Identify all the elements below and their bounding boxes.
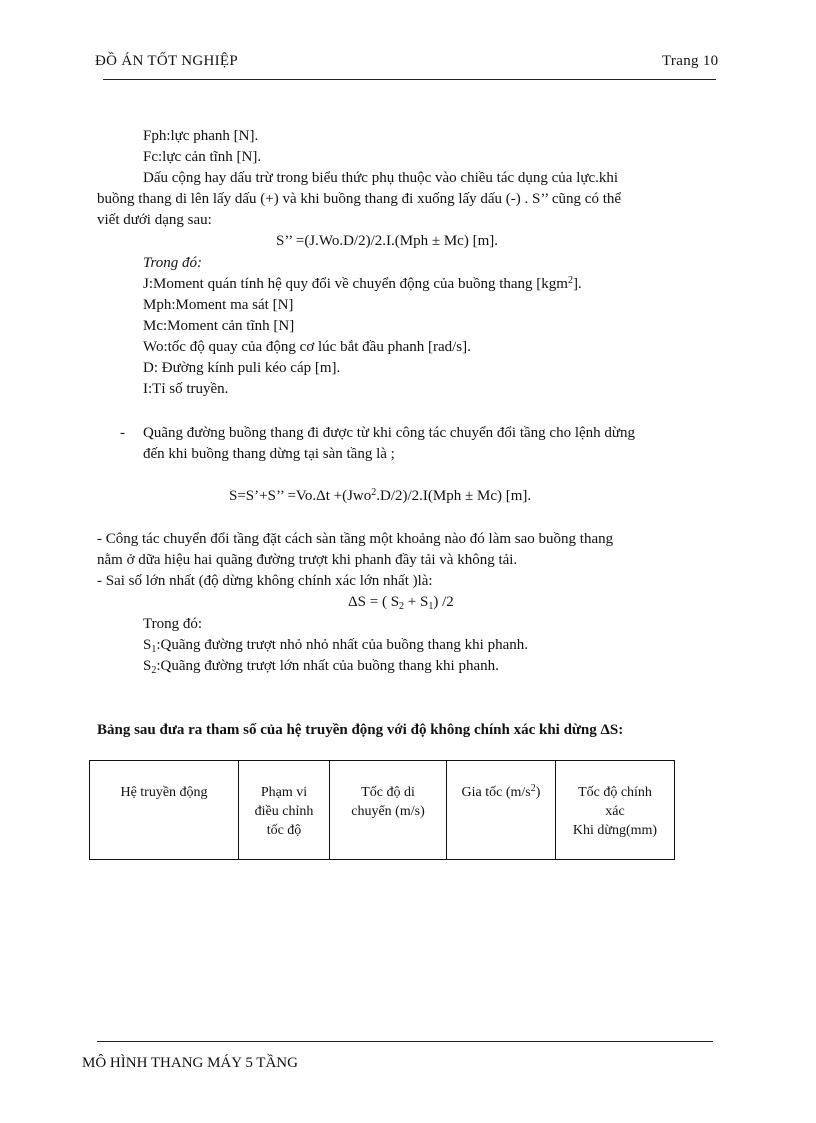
text-fph: Fph:lực phanh [N]. [143,128,259,144]
bullet-line-1: Quãng đường buồng thang đi được từ khi công tác chuyển đổi tầng cho lệnh dừng [143,425,636,441]
page-number: Trang 10 [662,53,719,69]
parameters-table [89,760,675,860]
def-wo: Wo:tốc độ quay của động cơ lúc bắt đầu phanh [rad/s]. [143,339,471,355]
def-s2: $S_2:Quãng$ đường trượt lớn nhất của buồng thang khi phanh. [143,658,499,676]
table-caption: Bảng sau đưa ra tham số của hệ truyền động với độ không chính xác khi dừng ΔS: [97,722,624,738]
col-drive-system: Hệ truyền động [90,761,239,860]
col-acceleration: Gia tốc $(m/s^2)$ [447,761,556,860]
formula-s2: S’’ =(J.Wo.D/2)/2.I.(Mph ± Mc) [m]. [276,233,498,249]
def-d: D: Đường kính puli kéo cáp [m]. [143,360,341,376]
def-j: J:Moment quán tính hệ quy đổi về chuyển động của buồng thang [kgm$^2$]. [143,275,582,292]
where-label: Trong đó: [143,255,203,271]
note-line-2: nằm ở dữa hiệu hai quãng đường trượt khi phanh đầy tải và không tải. [97,552,518,568]
text-fc: Fc:lực cản tĩnh [N]. [143,149,262,165]
footer-title: MÔ HÌNH THANG MÁY 5 TẦNG [82,1055,298,1071]
where-label-2: Trong đó: [143,616,203,632]
def-mph: Mph:Moment ma sát [N] [143,297,294,313]
col-stop-accuracy: Tốc độ chính xác Khi dừng(mm) [556,761,675,860]
paragraph-line-1: Dấu cộng hay dấu trừ trong biểu thức phụ thuộc vào chiều tác dụng của lực.khi [143,170,619,186]
table-header-row [90,761,675,860]
col-speed-range: Phạm vi điều chỉnh tốc độ [239,761,330,860]
formula-delta-s: ΔS = ( $S_2 + S_1$) /2 [348,594,454,612]
def-s1: $S_1:Quãng$ đường trượt nhỏ nhỏ nhất của buồng thang khi phanh. [143,637,528,655]
bullet-dash: - [120,425,125,441]
def-i: I:Tỉ số truyền. [143,381,229,397]
footer-rule [97,1041,713,1042]
bullet-line-2: đến khi buồng thang dừng tại sàn tầng là ; [143,446,395,462]
paragraph-line-3: viết dưới dạng sau: [97,212,212,228]
formula-s-total: S=S’+S’’ =Vo.Δt +(Jwo$^2$.D/2)/2.I(Mph ± Mc) [m]. [229,487,532,504]
header-title: ĐỒ ÁN TỐT NGHIỆP [95,53,238,69]
col-speed: Tốc độ di chuyển (m/s) [330,761,447,860]
paragraph-line-2: buồng thang di lên lấy dấu (+) và khi buồng thang đi xuống lấy dấu (-) . S’’ cũng có thể [97,191,622,207]
header-rule [103,79,716,80]
note-line-1: - Công tác chuyển đổi tầng đặt cách sàn tầng một khoảng nào đó làm sao buồng thang [97,531,614,547]
def-mc: Mc:Moment cản tĩnh [N] [143,318,295,334]
note-line-3: - Sai số lớn nhất (độ dừng không chính xác lớn nhất )là: [97,573,433,589]
